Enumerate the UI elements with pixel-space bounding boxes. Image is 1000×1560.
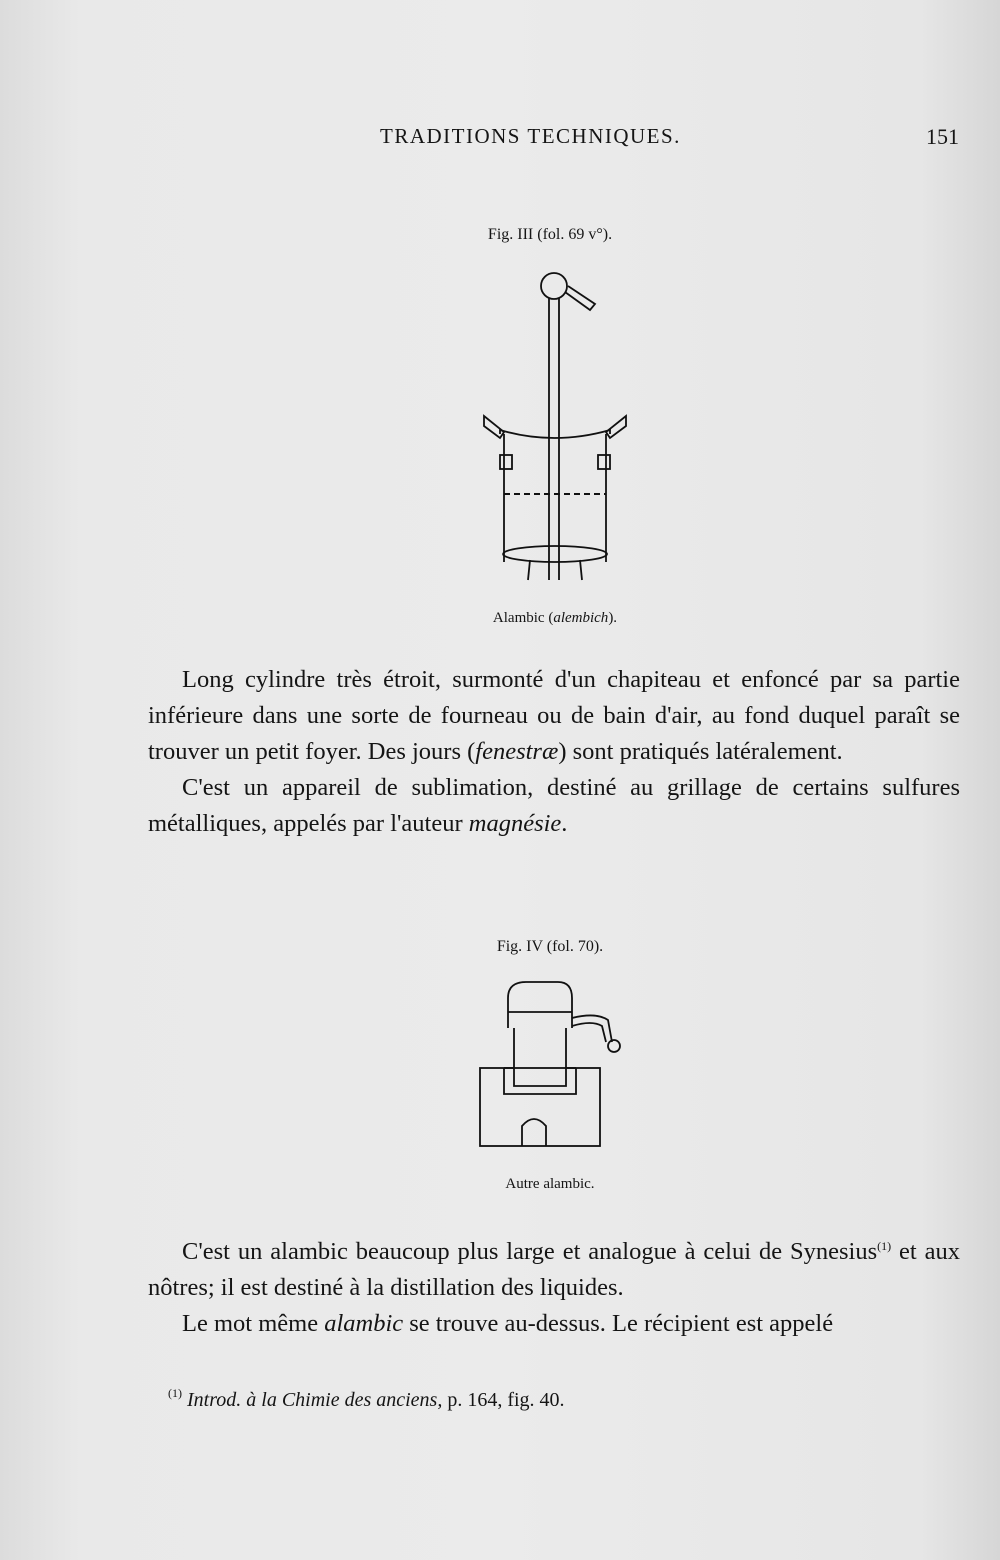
figure-3-caption-prefix: Alambic ( <box>492 610 554 626</box>
figure-4-title: Fig. IV (fol. 70). <box>496 938 604 955</box>
running-title: TRADITIONS TECHNIQUES. <box>380 124 681 148</box>
paragraph-2 <box>148 770 960 842</box>
paragraph-4-text-a: Le mot même <box>182 1310 325 1337</box>
paragraph-1 <box>148 662 960 770</box>
text-block-1 <box>148 662 960 842</box>
paragraph-4-text-b: se trouve au-dessus. Le récipient est appelé <box>403 1310 834 1337</box>
figure-3-caption <box>440 610 670 627</box>
figure-3-caption-italic: alembich <box>553 610 609 626</box>
paragraph-2-italic: magnésie <box>468 810 562 837</box>
paragraph-1-italic: fenestræ <box>475 738 559 765</box>
paragraph-2-text-a: C'est un appareil de sublimation, destiné au grillage de certains sulfures métalliques, appelés par l'auteur <box>148 774 960 837</box>
figure-3-alembic-drawing <box>470 262 640 582</box>
paragraph-4-italic: alambic <box>324 1310 404 1337</box>
paragraph-2-text-b: . <box>561 810 568 837</box>
footnote-text: p. 164, fig. 40. <box>442 1389 565 1411</box>
paragraph-4 <box>148 1306 960 1342</box>
footnote <box>168 1386 565 1412</box>
paragraph-3 <box>148 1228 960 1306</box>
figure-3-title: Fig. III (fol. 69 v°). <box>487 226 613 243</box>
figure-3-caption-suffix: ). <box>608 610 618 626</box>
footnote-italic: Introd. à la Chimie des anciens, <box>187 1389 443 1411</box>
paragraph-1-text-a: Long cylindre très étroit, surmonté d'un chapiteau et enfoncé par sa partie inférieure dans une sorte de fourneau ou de bain d'air, au fond duquel paraît se trouver un petit foyer. Des jours ( <box>148 666 960 765</box>
footnote-reference: (1) <box>877 1239 892 1253</box>
paragraph-1-text-b: ) sont pratiqués latéralement. <box>558 738 843 765</box>
figure-4-caption: Autre alambic. <box>505 1176 595 1192</box>
footnote-marker: (1) <box>168 1386 182 1400</box>
text-block-2 <box>148 1228 960 1342</box>
figure-4-alembic-drawing <box>474 976 644 1156</box>
paragraph-3-text-b: et aux nôtres; il est destiné à la distillation des liquides. <box>148 1238 960 1301</box>
page-number: 151 <box>926 124 959 149</box>
paragraph-3-text-a: C'est un alambic beaucoup plus large et analogue à celui de Synesius <box>182 1238 878 1265</box>
